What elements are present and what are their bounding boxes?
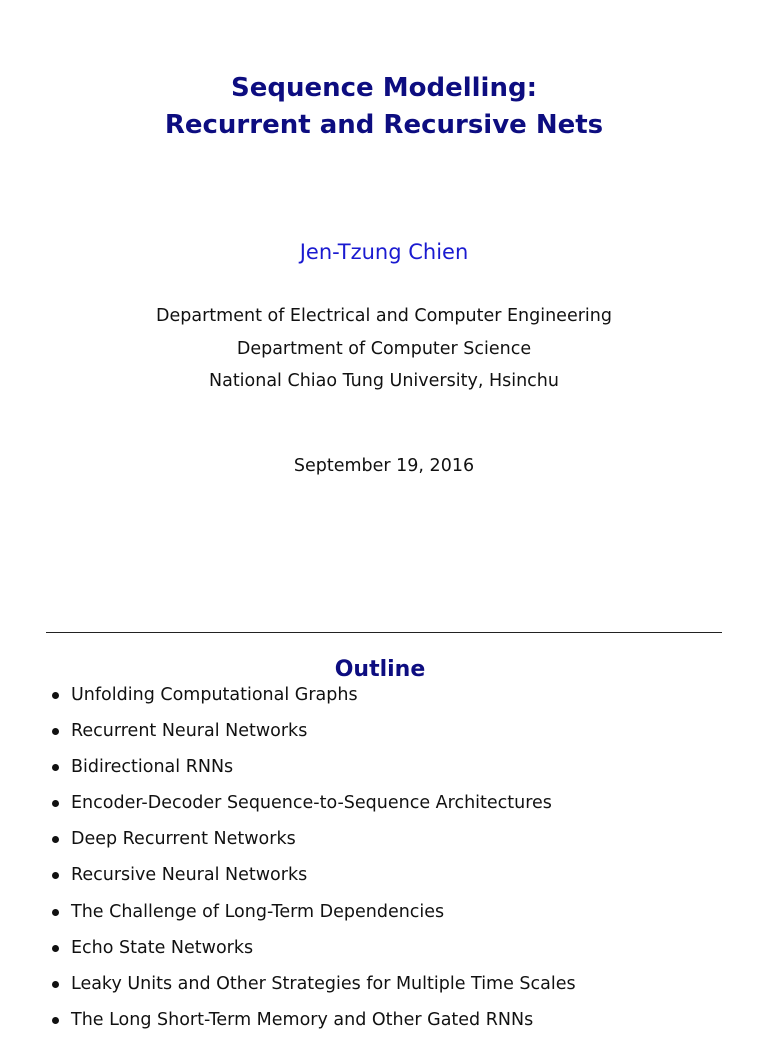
- outline-item-label: The Long Short-Term Memory and Other Gated RNNs: [71, 1009, 534, 1030]
- outline-item-label: Encoder-Decoder Sequence-to-Sequence Architectures: [71, 793, 552, 814]
- bullet-icon: [52, 945, 59, 952]
- affiliations: [0, 300, 768, 398]
- slide-title: [0, 70, 768, 144]
- outline-item-label: Leaky Units and Other Strategies for Multiple Time Scales: [71, 973, 576, 994]
- affiliation-line: National Chiao Tung University, Hsinchu: [209, 371, 559, 391]
- outline-item-label: Bidirectional RNNs: [71, 757, 234, 778]
- outline-item-label: Recursive Neural Networks: [71, 865, 308, 886]
- outline-item: [50, 826, 576, 862]
- bullet-icon: [52, 1017, 59, 1024]
- page-divider: [46, 632, 722, 633]
- author-name: Jen-Tzung Chien: [299, 240, 469, 264]
- bullet-icon: [52, 800, 59, 807]
- bullet-icon: [52, 872, 59, 879]
- outline-item: [50, 971, 576, 1007]
- bullet-icon: [52, 728, 59, 735]
- outline-item-label: Deep Recurrent Networks: [71, 829, 296, 850]
- outline-heading: Outline: [334, 657, 426, 682]
- affiliation-line: Department of Computer Science: [236, 338, 532, 359]
- outline-item: [50, 790, 576, 826]
- outline-item-label: Echo State Networks: [71, 937, 254, 958]
- outline-item: [50, 899, 576, 935]
- outline-item: [50, 682, 576, 718]
- outline-item: [50, 1007, 576, 1043]
- outline-item-label: Unfolding Computational Graphs: [71, 685, 358, 705]
- bullet-icon: [52, 692, 59, 699]
- outline-item-label: Recurrent Neural Networks: [71, 721, 308, 742]
- outline-list: [50, 682, 576, 1043]
- bullet-icon: [52, 909, 59, 916]
- affiliation-line: Department of Electrical and Computer Engineering: [156, 306, 612, 326]
- outline-item: [50, 754, 576, 790]
- outline-item-label: The Challenge of Long-Term Dependencies: [71, 901, 445, 922]
- title-line-1: Sequence Modelling:: [231, 73, 537, 103]
- presentation-date: September 19, 2016: [293, 456, 475, 476]
- outline-item: [50, 862, 576, 898]
- outline-item: [50, 935, 576, 971]
- bullet-icon: [52, 764, 59, 771]
- bullet-icon: [52, 981, 59, 988]
- outline-item: [50, 718, 576, 754]
- title-line-2: Recurrent and Recursive Nets: [164, 110, 604, 140]
- bullet-icon: [52, 836, 59, 843]
